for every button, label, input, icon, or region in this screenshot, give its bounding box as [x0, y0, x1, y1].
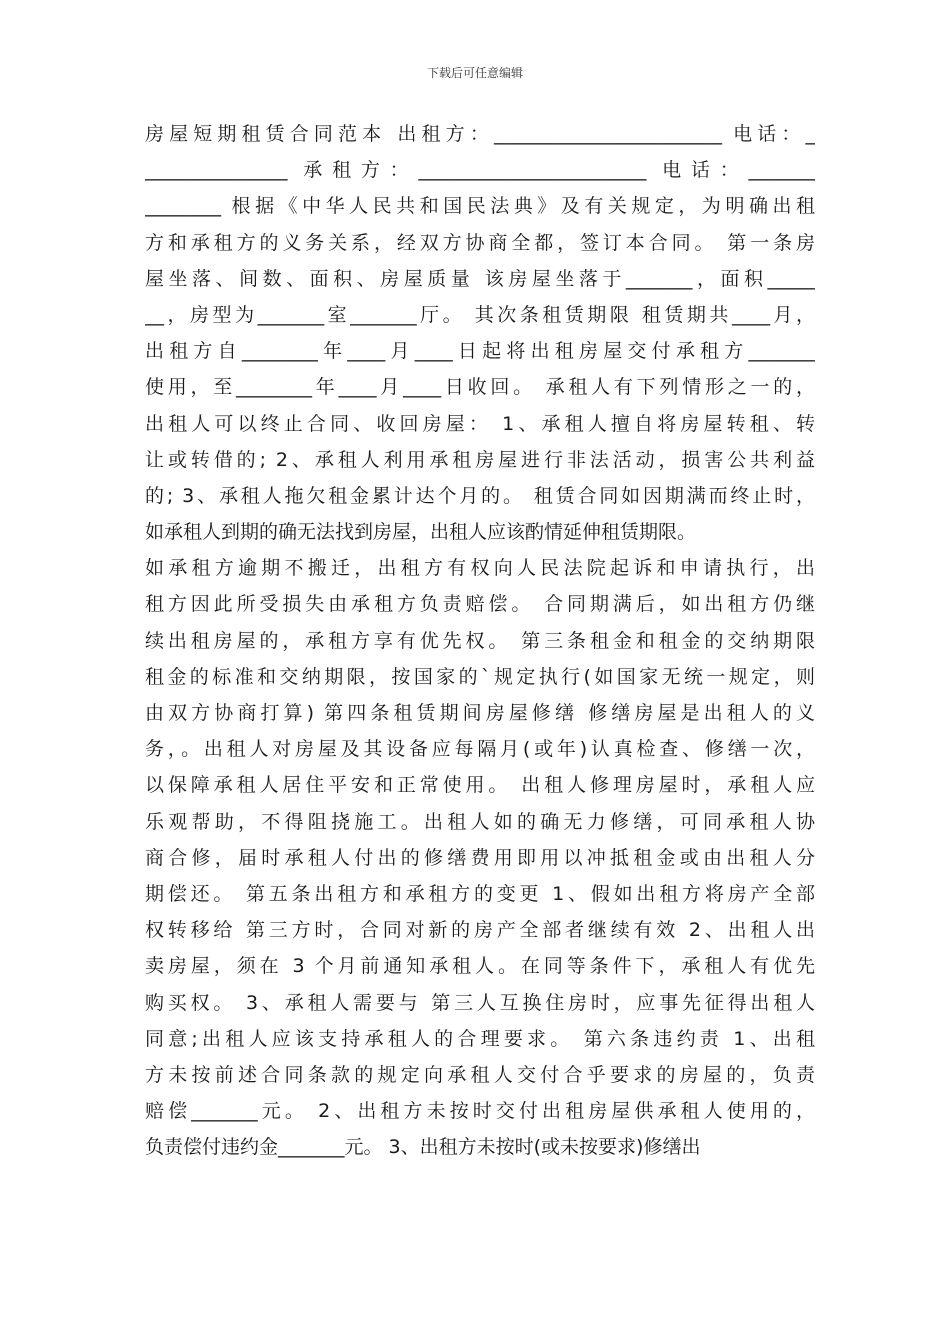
- text-line: 租方因此所受损失由承租方负责赔偿。 合同期满后，如出租方仍继: [145, 593, 815, 616]
- text-line: 乐观帮助，不得阻挠施工。出租人如的确无力修缮，可同承租人协: [145, 810, 815, 833]
- text-line: 期偿还。 第五条出租方和承租方的变更 1、假如出租方将房产全部: [145, 882, 815, 905]
- text-line: 以保障承租人居住平安和正常使用。 出租人修理房屋时，承租人应: [145, 774, 815, 797]
- text-line: 屋坐落、间数、面积、房屋质量 该房屋坐落于_______，面积_____: [145, 267, 815, 290]
- contract-body: [145, 116, 815, 1165]
- text-line: 的; 3、承租人拖欠租金累计达个月的。 租赁合同如因期满而终止时，: [145, 484, 815, 507]
- text-line: 如承租人到期的确无法找到房屋，出租人应该酌情延伸租赁期限。: [145, 521, 697, 544]
- text-line: 务，。出租人对房屋及其设备应每隔月(或年)认真检查、修缮一次，: [145, 738, 815, 761]
- text-line: 让或转借的; 2、承租人利用承租房屋进行非法活动，损害公共利益: [145, 448, 815, 471]
- text-line: 方未按前述合同条款的规定向承租人交付合乎要求的房屋的，负责: [145, 1063, 815, 1086]
- text-line: 房屋短期租赁合同范本 出租方：________________________ 电话：_: [145, 123, 815, 145]
- text-line: 方和承租方的义务关系，经双方协商全都，签订本合同。 第一条房: [145, 231, 815, 254]
- text-line: __，房型为_______室_______厅。 其次条租赁期限 租赁期共____月，: [145, 303, 815, 326]
- text-line: 如承租方逾期不搬迁，出租方有权向人民法院起诉和申请执行，出: [145, 557, 815, 580]
- text-line: ________ 根据《中华人民共和国民法典》及有关规定，为明确出租: [145, 195, 815, 218]
- text-line: 卖房屋，须在 3 个月前通知承租人。在同等条件下，承租人有优先: [145, 955, 815, 978]
- text-line: _______________ 承租方：________________________ 电话：_______: [145, 159, 815, 182]
- text-line: 赔偿_______元。 2、出租方未按时交付出租房屋供承租人使用的，: [145, 1100, 815, 1123]
- text-line: 负责偿付违约金_______元。 3、出租方未按时(或未按要求)修缮出: [145, 1136, 701, 1159]
- text-line: 同意;出租人应该支持承租人的合理要求。 第六条违约责 1、出租: [145, 1027, 815, 1050]
- text-line: 权转移给 第三方时，合同对新的房产全部者继续有效 2、出租人出: [145, 919, 815, 942]
- text-line: 商合修，届时承租人付出的修缮费用即用以冲抵租金或由出租人分: [145, 846, 815, 869]
- text-line: 出租方自________年____月____日起将出租房屋交付承租方_______: [145, 340, 815, 363]
- text-line: 续出租房屋的，承租方享有优先权。 第三条租金和租金的交纳期限: [145, 629, 815, 652]
- text-line: 由双方协商打算) 第四条租赁期间房屋修缮 修缮房屋是出租人的义: [145, 702, 815, 724]
- text-line: 购买权。 3、承租人需要与 第三人互换住房时，应事先征得出租人: [145, 991, 815, 1014]
- text-line: 出租人可以终止合同、收回房屋： 1、承租人擅自将房屋转租、转: [145, 412, 815, 435]
- text-line: 使用，至________年____月____日收回。 承租人有下列情形之一的，: [145, 376, 815, 399]
- text-line: 租金的标准和交纳期限，按国家的`规定执行(如国家无统一规定，则: [145, 665, 815, 688]
- page-header: 下载后可任意编辑: [426, 66, 523, 80]
